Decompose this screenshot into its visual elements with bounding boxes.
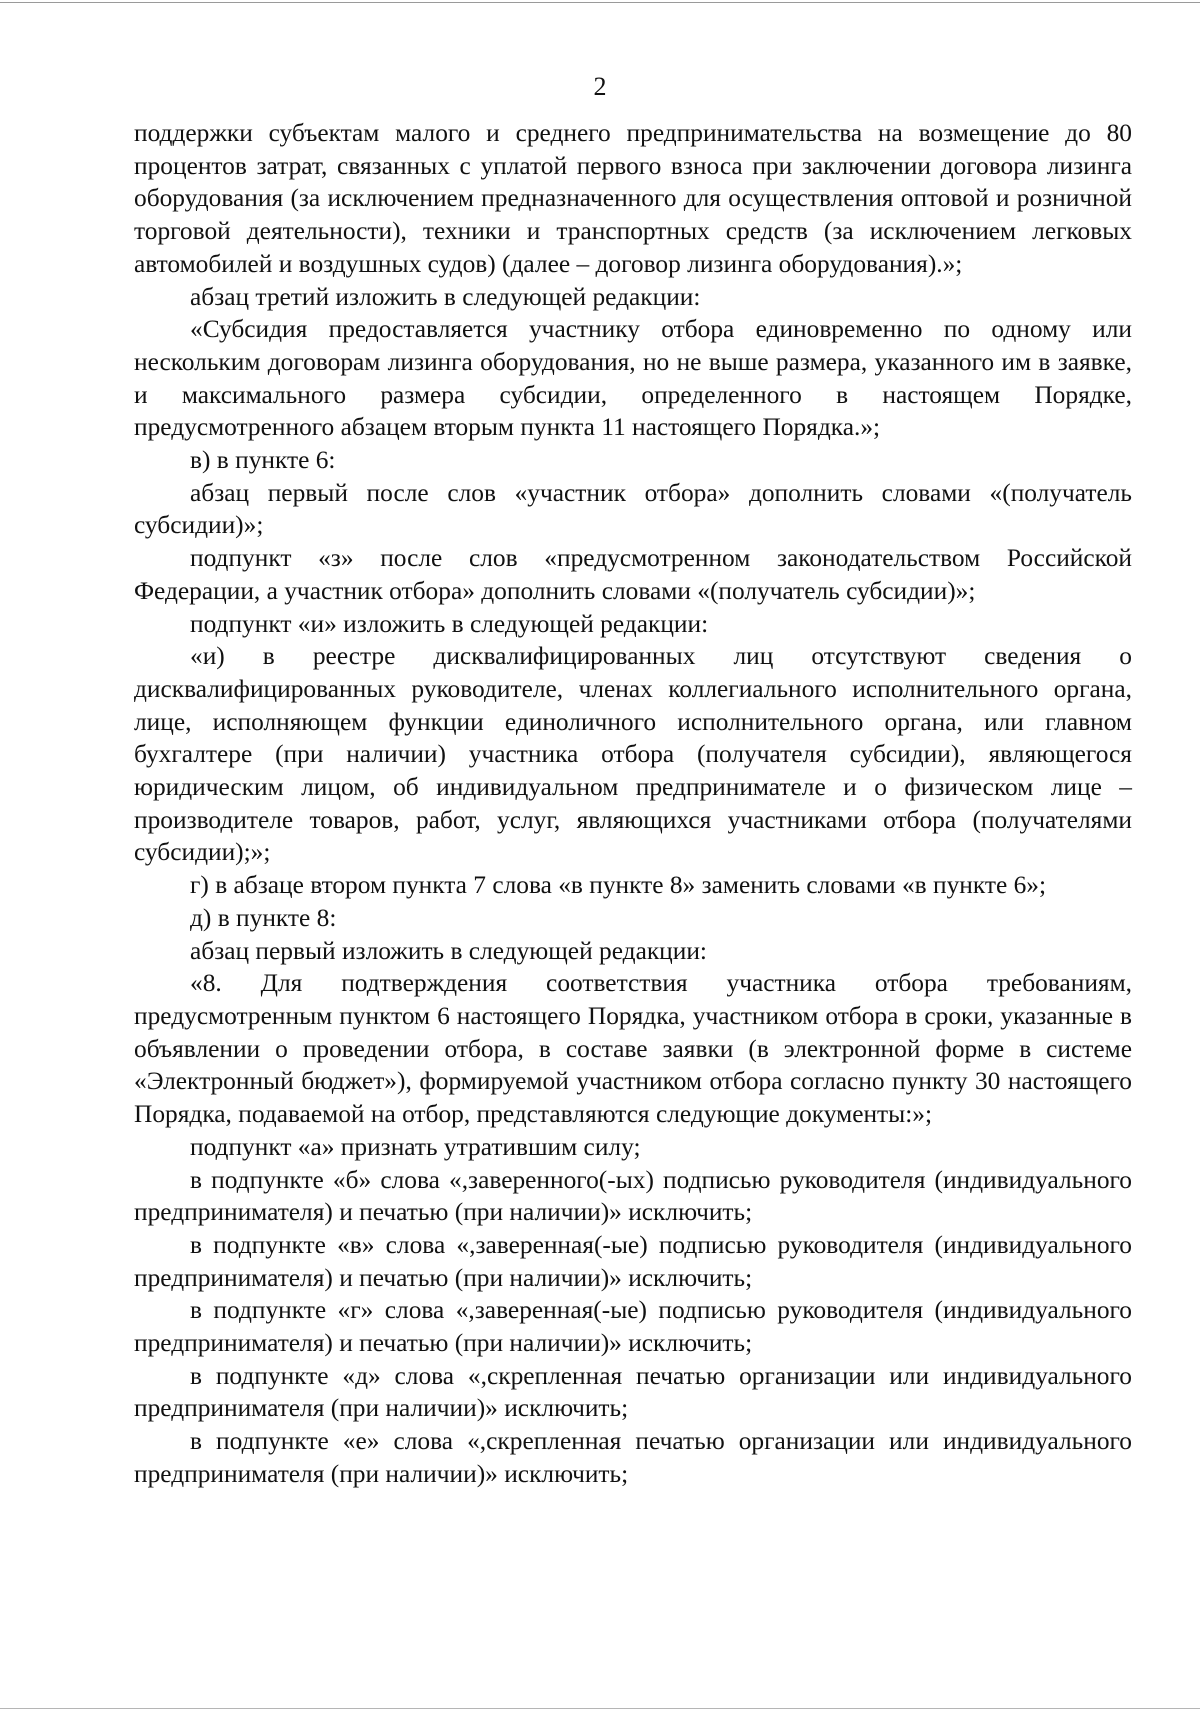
paragraph: абзац первый после слов «участник отбора» дополнить словами «(получатель субсидии)»; [134,478,1132,540]
paragraph: в) в пункте 6: [190,446,336,475]
page-number: 2 [593,72,607,101]
paragraph: «и) в реестре дисквалифицированных лиц отсутствуют сведения о дисквалифицированных руководителе, членах коллегиального исполнительного органа, лице, исполняющем функции единоличного исполнительного органа, или главном бухгалтере (при наличии) участника отбора (получателя субсидии), являющегося юридическим лицом, об индивидуальном предпринимателе и о физическом лице – производителе товаров, работ, услуг, являющихся участниками отбора (получателями субсидии);»; [134,642,1132,867]
paragraph: г) в абзаце втором пункта 7 слова «в пункте 8» заменить словами «в пункте 6»; [190,871,1047,900]
scan-top-edge [0,2,1200,3]
paragraph: в подпункте «г» слова «,заверенная(-ые) подписью руководителя (индивидуального предпринимателя) и печатью (при наличии)» исключить; [134,1296,1132,1358]
paragraph: абзац первый изложить в следующей редакции: [190,936,707,965]
paragraph: подпункт «и» изложить в следующей редакции: [190,609,709,638]
paragraph: «8. Для подтверждения соответствия участника отбора требованиям, предусмотренным пунктом 6 настоящего Порядка, участником отбора в сроки, указанные в объявлении о проведении отбора, в составе заявки (в электронной форме в системе «Электронный бюджет»), формируемой участником отбора согласно пункту 30 настоящего Порядка, подаваемой на отбор, представляются следующие документы:»; [134,969,1132,1129]
paragraph: в подпункте «е» слова «,скрепленная печатью организации или индивидуального предпринимателя (при наличии)» исключить; [134,1427,1132,1488]
document-body [134,117,1132,1491]
scan-bottom-edge [0,1708,1200,1709]
paragraph-continuation: поддержки субъектам малого и среднего предпринимательства на возмещение до 80 процентов затрат, связанных с уплатой первого взноса при заключении договора лизинга оборудования (за исключением предназначенного для осуществления оптовой и розничной торговой деятельности), техники и транспортных средств (за исключением легковых автомобилей и воздушных судов) (далее – договор лизинга оборудования).»; [134,119,1132,278]
paragraph: абзац третий изложить в следующей редакции: [190,282,701,311]
paragraph: в подпункте «б» слова «,заверенного(-ых) подписью руководителя (индивидуального предпринимателя) и печатью (при наличии)» исключить; [134,1165,1132,1227]
paragraph: подпункт «а» признать утратившим силу; [190,1132,641,1161]
paragraph: в подпункте «в» слова «,заверенная(-ые) подписью руководителя (индивидуального предпринимателя) и печатью (при наличии)» исключить; [134,1230,1132,1292]
paragraph: «Субсидия предоставляется участнику отбора единовременно по одному или нескольким договорам лизинга оборудования, но не выше размера, указанного им в заявке, и максимального размера субсидии, определенного в настоящем Порядке, предусмотренного абзацем вторым пункта 11 настоящего Порядка.»; [134,315,1132,442]
paragraph: д) в пункте 8: [190,903,337,932]
paragraph: подпункт «з» после слов «предусмотренном законодательством Российской Федерации, а участник отбора» дополнить словами «(получатель субсидии)»; [134,544,1132,605]
paragraph: в подпункте «д» слова «,скрепленная печатью организации или индивидуального предпринимателя (при наличии)» исключить; [134,1361,1132,1423]
